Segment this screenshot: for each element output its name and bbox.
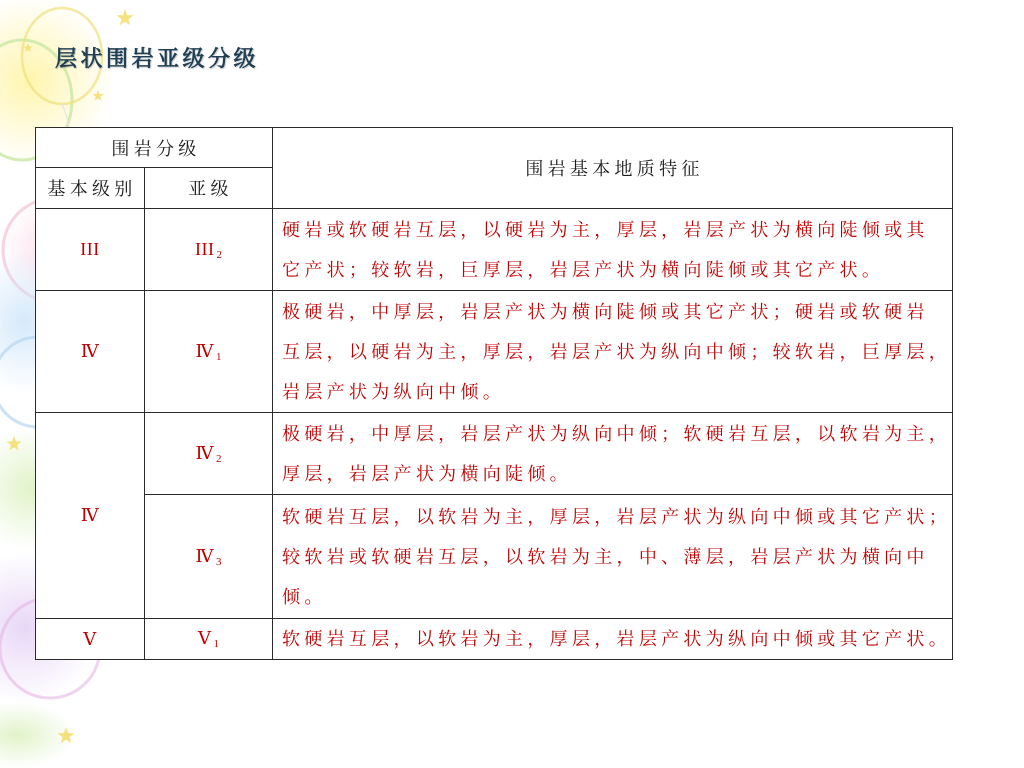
features-text-line: 硬岩或软硬岩互层，以硬岩为主，厚层，岩层产状为横向陡倾或其	[282, 219, 929, 240]
features-cell	[273, 209, 953, 291]
features-text-line: 较软岩或软硬岩互层，以软岩为主，中、薄层，岩层产状为横向中	[282, 546, 929, 567]
table-row	[36, 291, 953, 413]
star-icon	[116, 9, 133, 25]
header-grade-group: 围岩分级	[36, 128, 273, 168]
basic-grade-cell: Ⅳ	[36, 291, 145, 413]
features-text-line: 软硬岩互层，以软岩为主，厚层，岩层产状为纵向中倾或其它产状。	[282, 629, 952, 649]
header-features: 围岩基本地质特征	[273, 128, 953, 209]
sub-grade-cell	[145, 619, 273, 660]
sub-grade-index: 1	[213, 638, 219, 650]
sub-grade-numeral: Ⅳ	[195, 545, 214, 566]
features-text-line: 厚层，岩层产状为横向陡倾。	[282, 463, 572, 484]
features-cell	[273, 291, 953, 413]
sub-grade-numeral: Ⅳ	[195, 442, 214, 463]
table-row	[36, 619, 953, 660]
features-cell	[273, 619, 953, 660]
features-text-line: 倾。	[282, 586, 327, 607]
sub-grade-index: 3	[216, 555, 222, 568]
basic-grade-cell: Ⅴ	[36, 619, 145, 660]
features-text-line: 极硬岩，中厚层，岩层产状为横向陡倾或其它产状；硬岩或软硬岩	[282, 301, 929, 322]
table-row	[36, 495, 953, 619]
basic-grade-cell: III	[36, 209, 145, 291]
header-sub-grade: 亚级	[145, 168, 273, 209]
features-text-line: 岩层产状为纵向中倾。	[282, 381, 506, 402]
features-text-line: 软硬岩互层，以软岩为主，厚层，岩层产状为纵向中倾或其它产状；	[282, 506, 952, 527]
features-text-line: 互层，以硬岩为主，厚层，岩层产状为纵向中倾；较软岩，巨厚层，	[282, 341, 952, 362]
table-row	[36, 209, 953, 291]
sub-grade-index: 1	[216, 350, 222, 363]
rock-grade-table	[35, 127, 953, 660]
header-basic-grade: 基本级别	[36, 168, 145, 209]
sub-grade-numeral: III	[195, 238, 215, 259]
sub-grade-cell	[145, 291, 273, 413]
sub-grade-cell	[145, 209, 273, 291]
sub-grade-cell	[145, 495, 273, 619]
features-cell	[273, 413, 953, 495]
basic-grade-cell: Ⅳ	[36, 413, 145, 619]
sub-grade-index: 2	[216, 248, 222, 261]
table-row	[36, 413, 953, 495]
slide-title: 层状围岩亚级分级	[55, 46, 260, 71]
features-text-line: 极硬岩，中厚层，岩层产状为纵向中倾；软硬岩互层，以软岩为主，	[282, 423, 952, 444]
features-cell	[273, 495, 953, 619]
sub-grade-cell	[145, 413, 273, 495]
sub-grade-index: 2	[216, 452, 222, 465]
sub-grade-numeral: Ⅴ	[198, 628, 212, 648]
header-row	[36, 128, 953, 168]
sub-grade-numeral: Ⅳ	[195, 340, 214, 361]
features-text-line: 它产状；较软岩，巨厚层，岩层产状为横向陡倾或其它产状。	[282, 259, 885, 280]
